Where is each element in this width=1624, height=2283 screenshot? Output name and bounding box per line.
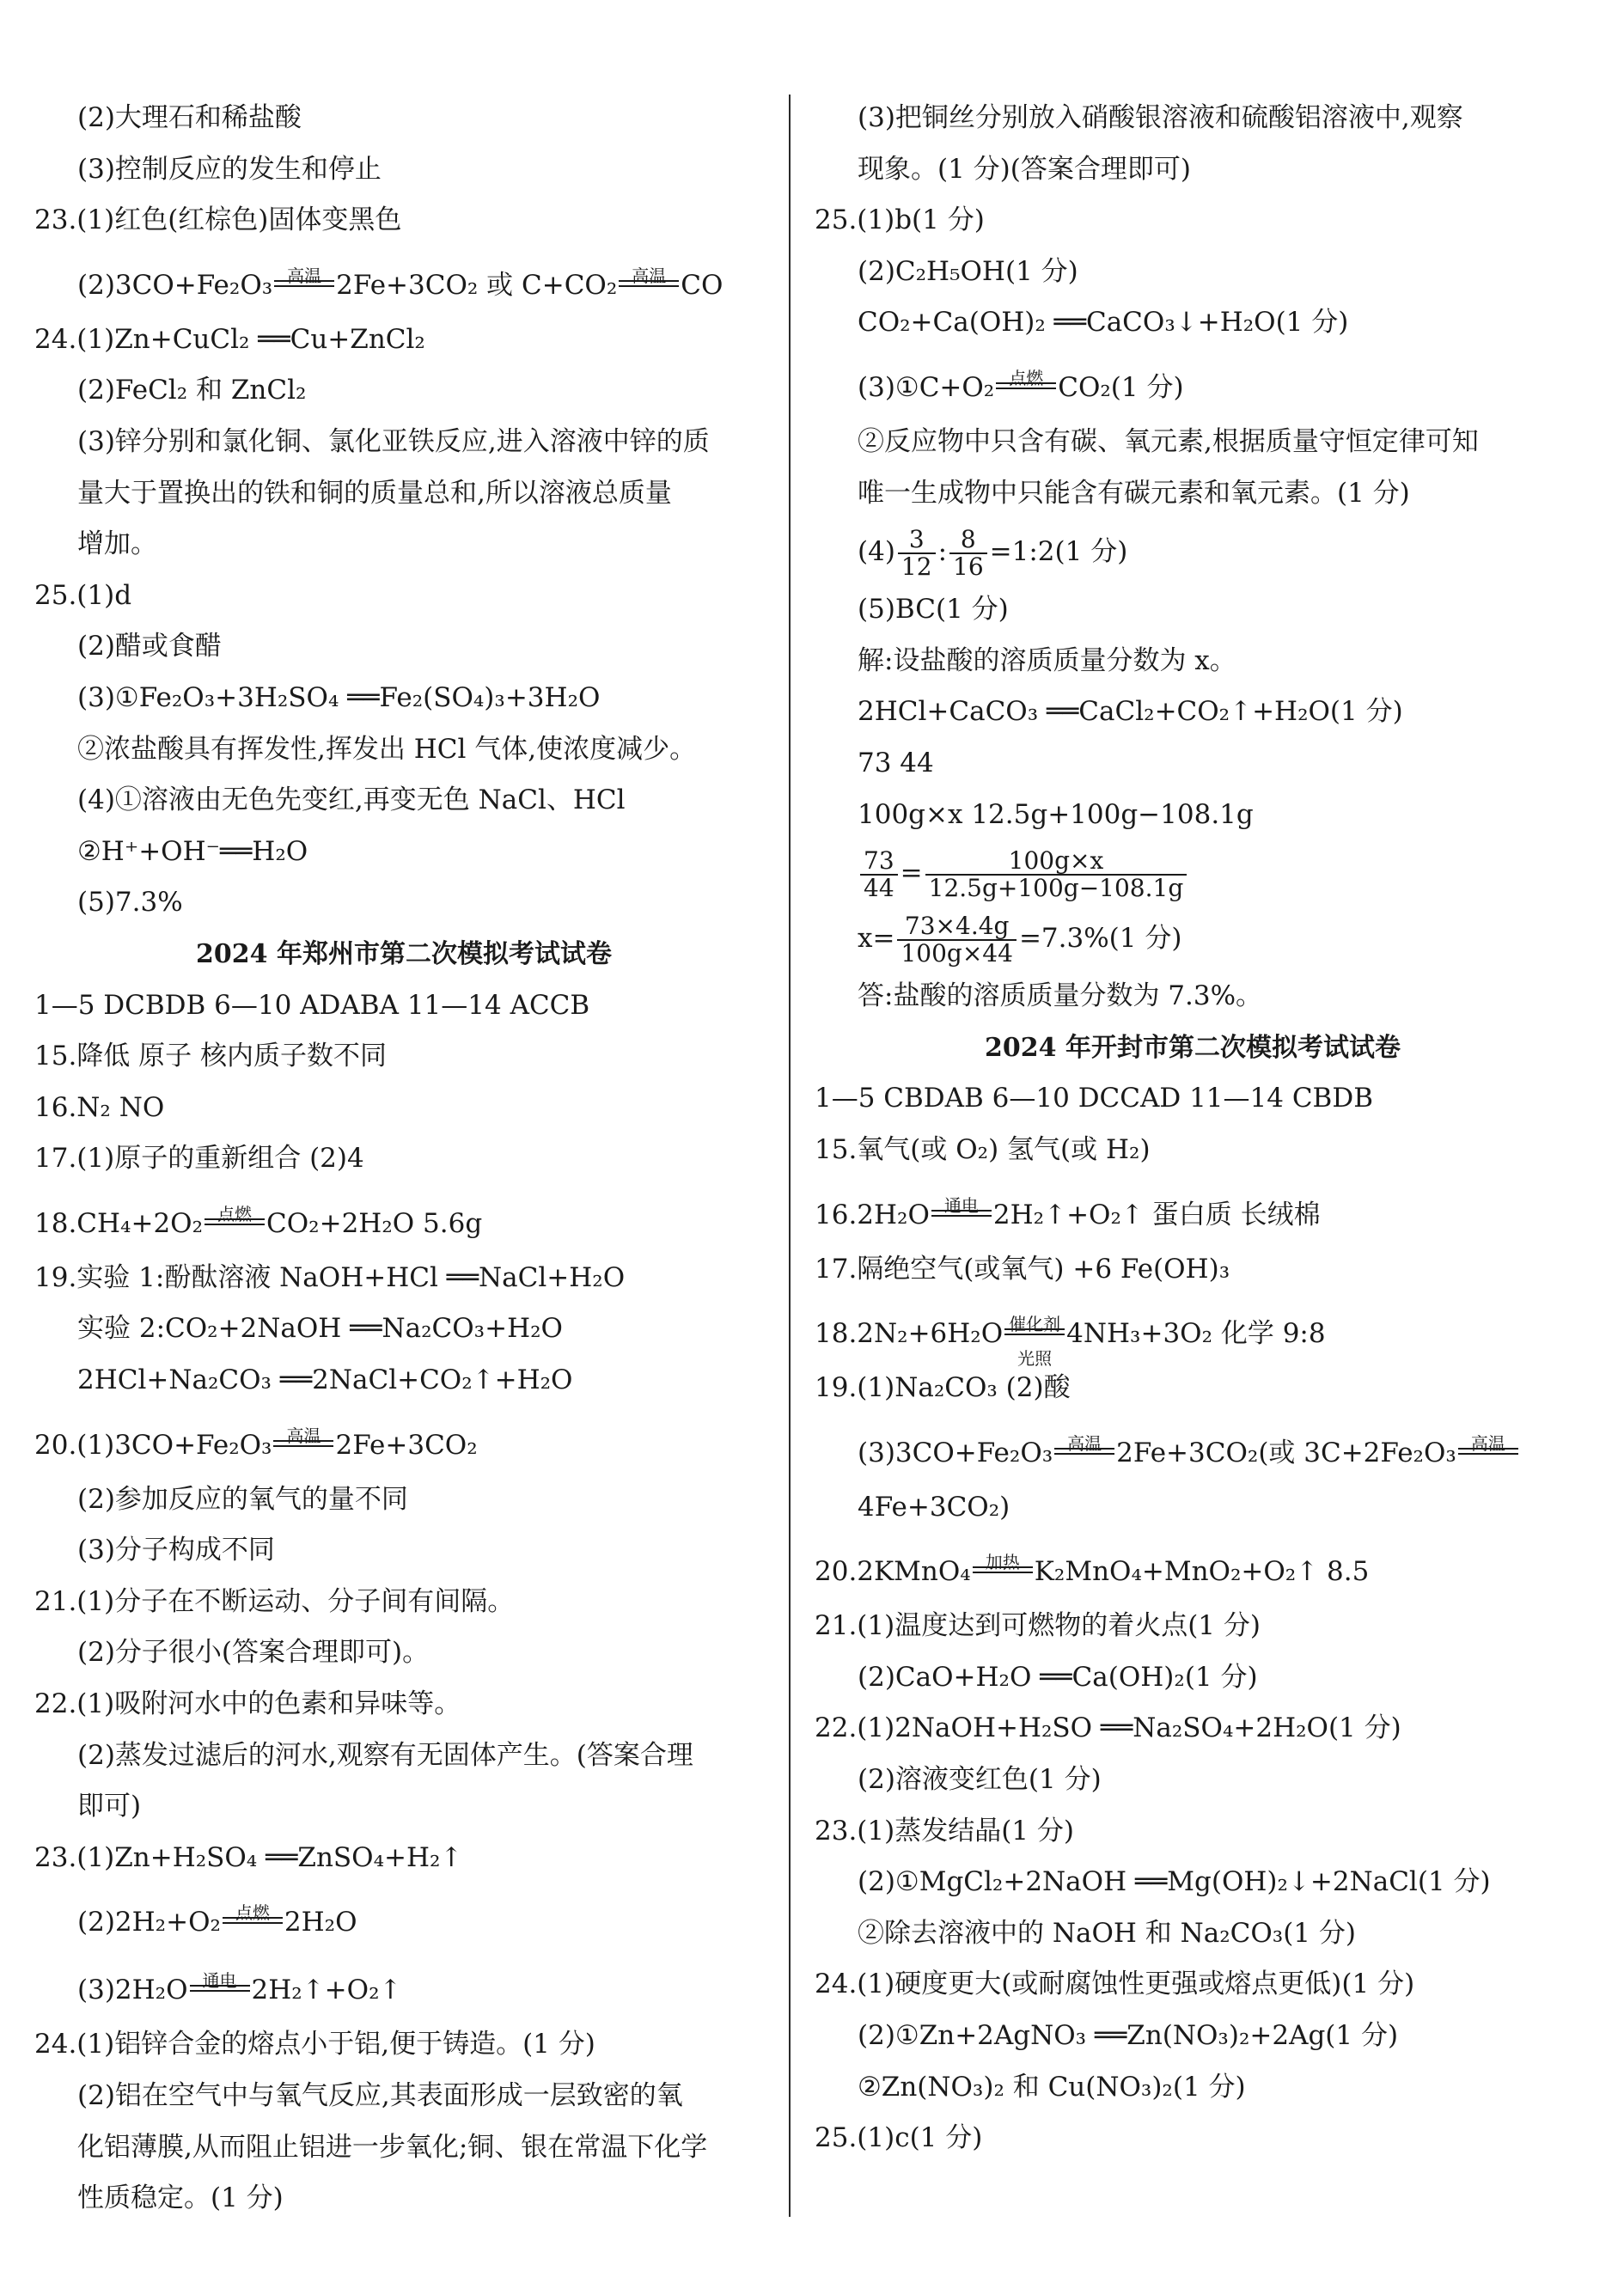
equation-part: 2Fe+3CO₂ [335, 1429, 478, 1461]
left-column [34, 93, 773, 2225]
answer-line [815, 1295, 1571, 1370]
answer-line [34, 673, 773, 724]
reaction-condition-arrow [973, 1552, 1033, 1580]
line-text: ②浓盐酸具有挥发性,挥发出 HCl 气体,使浓度减少。 [77, 733, 697, 765]
line-text: 2HCl+CaCO₃ ══CaCl₂+CO₂↑+H₂O(1 分) [858, 696, 1403, 728]
answer-line [34, 468, 773, 520]
equation-part: CO [681, 269, 723, 301]
answer-line [34, 195, 773, 247]
line-text: CO₂+Ca(OH)₂ ══CaCO₃↓+H₂O(1 分) [858, 307, 1349, 339]
equation-part: 2H₂O [284, 1907, 357, 1938]
column-divider [789, 95, 791, 2217]
line-text: 17.隔绝空气(或氧气) +6 Fe(OH)₃ [815, 1253, 1230, 1285]
answer-line [815, 297, 1571, 349]
line-text: 17.(1)原子的重新组合 (2)4 [34, 1143, 364, 1175]
answer-line [34, 1185, 773, 1253]
equation-part: 4NH₃+3O₂ 化学 9:8 [1066, 1318, 1326, 1350]
answer-line [34, 621, 773, 673]
reaction-condition-arrow [1458, 1432, 1518, 1462]
answer-line [34, 1833, 773, 1884]
equal-sign [1054, 1448, 1114, 1455]
answer-line [815, 1959, 1571, 2011]
reaction-condition-arrow [190, 1970, 250, 1999]
line-text: 化铝薄膜,从而阻止铝进一步氧化;铜、银在常温下化学 [77, 2131, 708, 2163]
line-text: 2024 年郑州市第二次模拟考试试卷 [196, 938, 612, 969]
line-text: (4)①溶液由无色先变红,再变无色 NaCl、HCl [77, 784, 626, 816]
answer-line [34, 1303, 773, 1355]
fraction-suffix: =7.3%(1 分) [1018, 923, 1182, 955]
answer-line [815, 1176, 1571, 1244]
answer-line [34, 1355, 773, 1407]
section-heading [34, 929, 773, 980]
line-text: 增加。 [77, 528, 157, 560]
fraction [897, 913, 1016, 967]
line-text: 23.(1)Zn+H₂SO₄ ══ZnSO₄+H₂↑ [34, 1841, 463, 1873]
line-text: 21.(1)温度达到可燃物的着火点(1 分) [815, 1610, 1261, 1642]
line-text: 唯一生成物中只能含有碳元素和氧元素。(1 分) [858, 477, 1410, 509]
line-text: 答:盐酸的溶质质量分数为 7.3%。 [858, 980, 1263, 1012]
answer-line [815, 1244, 1571, 1296]
reaction-condition-arrow [1054, 1432, 1114, 1462]
answer-line [34, 247, 773, 314]
line-text: (3)锌分别和氯化铜、氯化亚铁反应,进入溶液中锌的质 [77, 425, 710, 457]
answer-line [34, 1627, 773, 1679]
line-text: 19.(1)Na₂CO₃ (2)酸 [815, 1372, 1071, 1404]
equal-sign [619, 280, 679, 287]
reaction-condition-arrow [619, 265, 679, 294]
answer-line [815, 1482, 1571, 1534]
fraction [949, 524, 987, 581]
equation-part: (3)2H₂O [77, 1975, 188, 2006]
condition-label: 点燃 [217, 1203, 253, 1224]
line-text: 22.(1)2NaOH+H₂SO ══Na₂SO₄+2H₂O(1 分) [815, 1712, 1401, 1744]
condition-label-below: 光照 [1017, 1348, 1053, 1370]
line-text: ②反应物中只含有碳、氧元素,根据质量守恒定律可知 [858, 425, 1479, 457]
answer-line [815, 687, 1571, 738]
answer-line [34, 1781, 773, 1833]
equation-part: 16.2H₂O [815, 1199, 930, 1230]
equal-sign [205, 1218, 265, 1225]
condition-label: 点燃 [1009, 367, 1044, 388]
answer-line [815, 738, 1571, 790]
line-text: 实验 2:CO₂+2NaOH ══Na₂CO₃+H₂O [77, 1313, 563, 1345]
answer-line [34, 1525, 773, 1577]
fraction [860, 845, 898, 902]
line-text: 解:设盐酸的溶质质量分数为 x。 [858, 644, 1236, 676]
fraction-operator: : [937, 536, 948, 568]
fraction-suffix: =1:2(1 分) [989, 536, 1128, 568]
equal-sign [274, 280, 334, 287]
line-text: 性质稳定。(1 分) [77, 2182, 284, 2214]
line-text: 15.氧气(或 O₂) 氢气(或 H₂) [815, 1133, 1151, 1165]
denominator: 12 [901, 552, 932, 581]
line-text: (2)FeCl₂ 和 ZnCl₂ [77, 375, 307, 406]
equation-part: K₂MnO₄+MnO₂+O₂↑ 8.5 [1034, 1556, 1370, 1588]
equation-part: 2H₂↑+O₂↑ 蛋白质 长绒棉 [992, 1199, 1321, 1230]
answer-line [815, 2011, 1571, 2062]
line-text: (2)分子很小(答案合理即可)。 [77, 1637, 430, 1669]
answer-line [34, 724, 773, 776]
answer-line [815, 1125, 1571, 1176]
answer-line [34, 2173, 773, 2225]
answer-line [34, 93, 773, 144]
condition-label: 高温 [287, 265, 322, 286]
equation-part: 20.2KMnO₄ [815, 1556, 971, 1588]
answer-line [34, 1253, 773, 1304]
equation-part: 18.2N₂+6H₂O [815, 1318, 1004, 1350]
answer-line [815, 1601, 1571, 1652]
right-column [815, 93, 1571, 2164]
line-text: 25.(1)b(1 分) [815, 204, 985, 236]
numerator: 100g×x [925, 848, 1187, 876]
line-text: 现象。(1 分)(答案合理即可) [858, 153, 1191, 185]
condition-label: 高温 [1470, 1432, 1505, 1454]
line-text: (3)把铜丝分别放入硝酸银溶液和硫酸铝溶液中,观察 [858, 102, 1463, 133]
answer-line [815, 2113, 1571, 2164]
answer-line [34, 1951, 773, 2019]
line-text: (2)参加反应的氧气的量不同 [77, 1483, 408, 1515]
equation-part: (3)3CO+Fe₂O₃ [858, 1437, 1053, 1468]
line-text: 1—5 CBDAB 6—10 DCCAD 11—14 CBDB [815, 1083, 1373, 1114]
line-text: (2)大理石和稀盐酸 [77, 102, 302, 133]
answer-line [815, 468, 1571, 520]
equation-part: 18.CH₄+2O₂ [34, 1207, 204, 1239]
condition-label: 通电 [202, 1970, 237, 1992]
answer-line [34, 519, 773, 571]
line-text: (2)C₂H₅OH(1 分) [858, 255, 1078, 287]
line-text: (2)铝在空气中与氧气反应,其表面形成一层致密的氧 [77, 2080, 683, 2111]
line-text: (2)溶液变红色(1 分) [858, 1764, 1102, 1796]
fraction [898, 524, 936, 581]
line-text: 2024 年开封市第二次模拟考试试卷 [985, 1032, 1401, 1063]
line-text: 23.(1)蒸发结晶(1 分) [815, 1815, 1074, 1847]
answer-line [815, 1755, 1571, 1806]
answer-line [34, 980, 773, 1032]
line-text: 23.(1)红色(红棕色)固体变黑色 [34, 204, 402, 236]
line-text: ②H⁺+OH⁻══H₂O [77, 835, 308, 867]
line-text: 2HCl+Na₂CO₃ ══2NaCl+CO₂↑+H₂O [77, 1364, 573, 1396]
condition-label: 高温 [1067, 1432, 1102, 1454]
equal-sign [973, 1566, 1033, 1573]
denominator: 12.5g+100g−108.1g [928, 873, 1184, 902]
equation-part: 20.(1)3CO+Fe₂O₃ [34, 1429, 272, 1461]
reaction-condition-arrow [996, 367, 1056, 396]
line-text: (2)蒸发过滤后的河水,观察有无固体产生。(答案合理 [77, 1739, 693, 1771]
reaction-condition-arrow [1004, 1314, 1065, 1370]
answer-line [34, 1133, 773, 1185]
answer-line [815, 971, 1571, 1022]
line-text: ②除去溶液中的 NaOH 和 Na₂CO₃(1 分) [858, 1917, 1356, 1949]
answer-line [815, 417, 1571, 468]
line-text: (3)控制反应的发生和停止 [77, 153, 382, 185]
answer-line [34, 775, 773, 827]
answer-line [34, 1883, 773, 1951]
answer-line [815, 349, 1571, 417]
equation-part: 2Fe+3CO₂ 或 C+CO₂ [336, 269, 618, 301]
answer-line [34, 144, 773, 196]
equation-part: CO₂+2H₂O 5.6g [266, 1207, 483, 1239]
condition-label: 高温 [632, 265, 667, 286]
equal-sign [190, 1985, 250, 1992]
answer-line [34, 1679, 773, 1731]
numerator: 73×4.4g [897, 913, 1016, 941]
line-text: 1—5 DCBDB 6—10 ADABA 11—14 ACCB [34, 989, 590, 1021]
answer-line [815, 93, 1571, 144]
reaction-condition-arrow [223, 1902, 283, 1931]
fraction-prefix: (4) [858, 536, 895, 568]
line-text: ②Zn(NO₃)₂ 和 Cu(NO₃)₂(1 分) [858, 2071, 1246, 2103]
line-text: 73 44 [858, 747, 934, 778]
fraction-operator: = [900, 858, 923, 889]
line-text: 24.(1)硬度更大(或耐腐蚀性更强或熔点更低)(1 分) [815, 1969, 1415, 2000]
line-text: (2)醋或食醋 [77, 631, 222, 662]
answer-line [34, 2122, 773, 2174]
line-text: (5)7.3% [77, 887, 183, 919]
answer-line [815, 1703, 1571, 1755]
equal-sign [1004, 1328, 1065, 1335]
line-text: 25.(1)d [34, 579, 132, 611]
line-text: (3)①Fe₂O₃+3H₂SO₄ ══Fe₂(SO₄)₃+3H₂O [77, 681, 601, 713]
fraction [925, 845, 1187, 902]
condition-label: 加热 [985, 1552, 1020, 1573]
answer-line [815, 906, 1571, 971]
answer-line [34, 1731, 773, 1782]
answer-line [34, 417, 773, 468]
line-text: 22.(1)吸附河水中的色素和异味等。 [34, 1688, 461, 1720]
condition-label: 点燃 [235, 1902, 270, 1924]
reaction-condition-arrow [273, 1425, 333, 1454]
numerator: 73 [860, 848, 898, 876]
equation-part: 2Fe+3CO₂(或 3C+2Fe₂O₃ [1116, 1437, 1456, 1468]
reaction-condition-arrow [205, 1203, 265, 1232]
answer-line [815, 1652, 1571, 1704]
numerator: 8 [949, 527, 987, 554]
answer-line [34, 877, 773, 929]
equal-sign [1458, 1448, 1518, 1455]
answer-line [815, 840, 1571, 906]
equal-sign [223, 1917, 283, 1924]
answer-line [34, 1083, 773, 1134]
reaction-condition-arrow [274, 265, 334, 294]
condition-label: 催化剂 [1009, 1314, 1061, 1335]
answer-line [815, 1857, 1571, 1908]
answer-line [34, 314, 773, 366]
answer-line [815, 1363, 1571, 1414]
section-heading [815, 1022, 1571, 1074]
answer-line [34, 2071, 773, 2122]
line-text: (2)①MgCl₂+2NaOH ══Mg(OH)₂↓+2NaCl(1 分) [858, 1866, 1491, 1898]
line-text: 25.(1)c(1 分) [815, 2122, 983, 2154]
answer-line [34, 365, 773, 417]
answer-line [34, 1474, 773, 1526]
fraction-prefix: x= [858, 923, 895, 955]
equation-part: CO₂(1 分) [1058, 371, 1184, 403]
answer-line [815, 1533, 1571, 1601]
equation-part: (3)①C+O₂ [858, 371, 995, 403]
answer-line [815, 1073, 1571, 1125]
answer-line [815, 584, 1571, 636]
answer-line [815, 519, 1571, 584]
answer-line [815, 195, 1571, 247]
reaction-condition-arrow [931, 1194, 992, 1224]
answer-line [34, 571, 773, 622]
line-text: 16.N₂ NO [34, 1091, 165, 1123]
equal-sign [273, 1440, 333, 1447]
denominator: 16 [953, 552, 984, 581]
line-text: 24.(1)Zn+CuCl₂ ══Cu+ZnCl₂ [34, 323, 425, 355]
line-text: 100g×x 12.5g+100g−108.1g [858, 798, 1254, 830]
line-text: (3)分子构成不同 [77, 1535, 275, 1566]
answer-line [815, 144, 1571, 196]
answer-line [815, 636, 1571, 687]
condition-label: 高温 [286, 1425, 321, 1446]
answer-line [34, 2019, 773, 2071]
equation-part: (2)3CO+Fe₂O₃ [77, 269, 273, 301]
answer-line [34, 827, 773, 878]
line-text: 量大于置换出的铁和铜的质量总和,所以溶液总质量 [77, 477, 672, 509]
line-text: 即可) [77, 1791, 142, 1822]
line-text: (2)CaO+H₂O ══Ca(OH)₂(1 分) [858, 1661, 1258, 1693]
answer-line [34, 1407, 773, 1474]
line-text: 19.实验 1:酚酞溶液 NaOH+HCl ══NaCl+H₂O [34, 1261, 626, 1293]
answer-line [815, 1908, 1571, 1960]
line-text: 4Fe+3CO₂) [858, 1491, 1010, 1523]
line-text: 24.(1)铝锌合金的熔点小于铝,便于铸造。(1 分) [34, 2029, 595, 2060]
numerator: 3 [898, 527, 936, 554]
equation-part: (2)2H₂+O₂ [77, 1907, 221, 1938]
equal-sign [931, 1210, 992, 1217]
equation-part: 2H₂↑+O₂↑ [251, 1975, 402, 2006]
answer-line [34, 1031, 773, 1083]
answer-line [815, 1414, 1571, 1482]
answer-line [815, 2062, 1571, 2114]
line-text: (5)BC(1 分) [858, 594, 1009, 626]
equal-sign [996, 382, 1056, 389]
line-text: (2)①Zn+2AgNO₃ ══Zn(NO₃)₂+2Ag(1 分) [858, 2020, 1399, 2052]
answer-line [815, 247, 1571, 298]
answer-line [815, 790, 1571, 841]
condition-label: 通电 [943, 1194, 979, 1216]
denominator: 44 [864, 873, 894, 902]
line-text: 21.(1)分子在不断运动、分子间有间隔。 [34, 1585, 515, 1617]
line-text: 15.降低 原子 核内质子数不同 [34, 1041, 388, 1072]
answer-line [34, 1577, 773, 1628]
denominator: 100g×44 [901, 938, 1013, 968]
answer-line [815, 1806, 1571, 1858]
